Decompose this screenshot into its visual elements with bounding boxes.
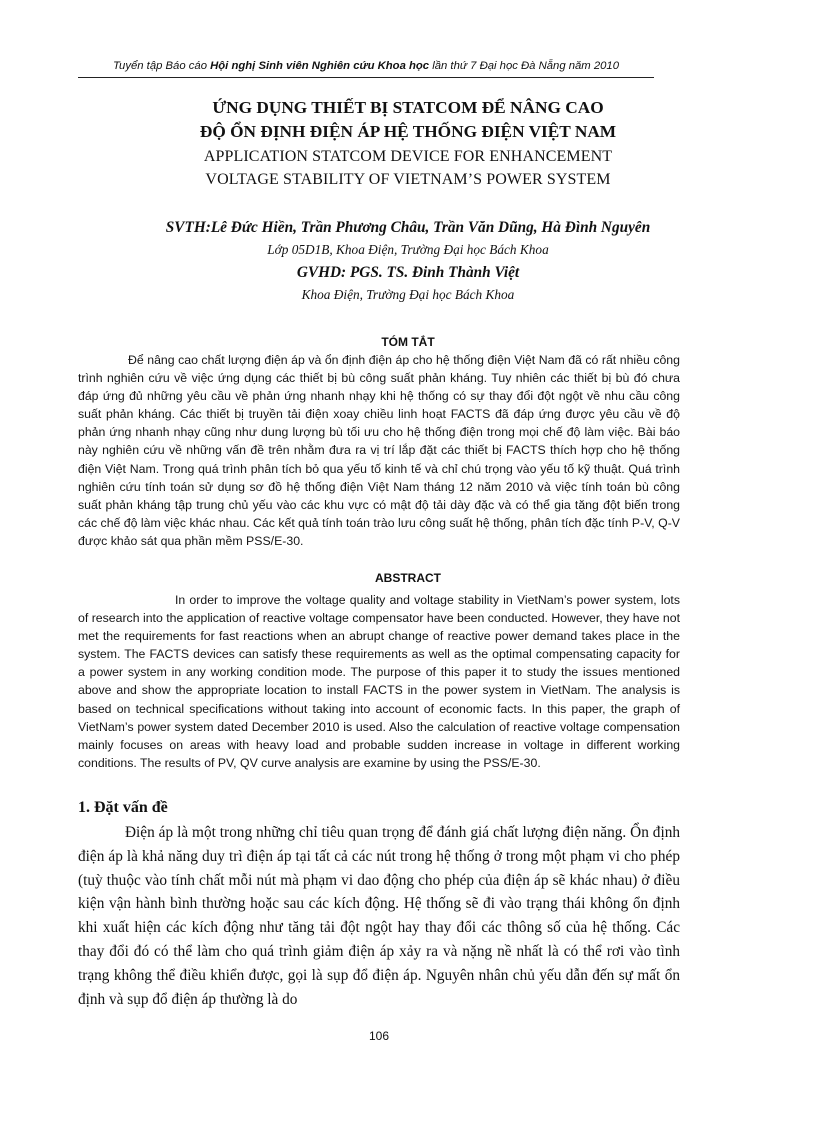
student-authors: SVTH:Lê Đức Hiền, Trần Phương Châu, Trần Văn Dũng, Hà Đình Nguyên bbox=[165, 219, 651, 236]
summary-label: TÓM TẮT bbox=[381, 335, 435, 349]
abstract-label: ABSTRACT bbox=[375, 571, 441, 585]
abstract-text: In order to improve the voltage quality and voltage stability in VietNam’s power system, lots of research into the application of reactive voltage compensator have been conducted. However, they have not met the requirements for fast reactions when an abrupt change of reactive power demand takes place in the system. The FACTS devices can satisfy these requirements as well as the optimal compensating capacity for a power system in any working condition mode. The purpose of this paper it to study the issues mentioned above and show the appropriate location to install FACTS in the power system in VietNam. The analysis is based on technical specifications without taking into account of economic facts. In this paper, the graph of VietNam’s power system dated December 2010 is used. Also the calculation of reactive voltage compensation mainly focuses on areas with heavy load and probable sudden increase in voltage in different working conditions. The results of PV, QV curve analysis are examine by using the PSS/E-30. bbox=[78, 593, 680, 770]
title-vn-line2: ĐỘ ỔN ĐỊNH ĐIỆN ÁP HỆ THỐNG ĐIỆN VIỆT NAM bbox=[199, 122, 617, 141]
running-header bbox=[78, 60, 654, 72]
header-conference: Hội nghị Sinh viên Nghiên cứu Khoa học bbox=[210, 60, 430, 72]
section-heading: 1. Đặt vấn đề bbox=[78, 799, 168, 816]
title-en-line1: APPLICATION STATCOM DEVICE FOR ENHANCEMENT bbox=[203, 148, 613, 165]
supervisor: GVHD: PGS. TS. Đinh Thành Việt bbox=[296, 264, 520, 281]
title-en-line2: VOLTAGE STABILITY OF VIETNAM’S POWER SYSTEM bbox=[205, 171, 611, 188]
page-number: 106 bbox=[368, 1029, 390, 1043]
summary-text: Để nâng cao chất lượng điện áp và ổn định điện áp cho hệ thống điện Việt Nam đã có rất nhiều công trình nghiên cứu về việc ứng dụng các thiết bị bù công suất phản kháng. Tuy nhiên các thiết bị bù đó chưa đáp ứng đủ những yêu cầu về phản ứng nhanh nhạy khi hệ thống có sự thay đổi đột ngột về nhu cầu công suất phản kháng. Các thiết bị truyền tải điện xoay chiều linh hoạt FACTS đã đáp ứng được yêu cầu về độ phản ứng nhanh nhạy cũng như dung lượng bù tối ưu cho hệ thống điện trong mọi chế độ làm việc. Bài báo này nghiên cứu về những vấn đề trên nhằm đưa ra vị trí lắp đặt các thiết bị FACTS thích hợp cho hệ thống điện Việt Nam. Trong quá trình phân tích bỏ qua yếu tố kinh tế và chỉ chú trọng vào yếu tố kỹ thuật. Quá trình nghiên cứu tính toán sử dụng sơ đồ hệ thống điện Việt Nam tháng 12 năm 2010 và việc tính toán bù công suất phản kháng tập trung chủ yếu vào các khu vực có mật độ tải dày đặc và có thể gia tăng đột biến trong các chế độ làm việc khác nhau. Các kết quả tính toán trào lưu công suất hệ thống, phân tích đặc tính P-V, Q-V được khảo sát qua phần mềm PSS/E-30. bbox=[78, 353, 680, 548]
supervisor-affiliation: Khoa Điện, Trường Đại học Bách Khoa bbox=[301, 287, 515, 302]
header-rule bbox=[78, 77, 654, 78]
header-suffix: lần thứ 7 Đại học Đà Nẵng năm 2010 bbox=[429, 60, 619, 72]
section-body: Điện áp là một trong những chỉ tiêu quan trọng để đánh giá chất lượng điện năng. Ổn định điện áp là khả năng duy trì điện áp tại tất cả các nút trong hệ thống ở trong một phạm vi cho phép (tuỳ thuộc vào tính chất mỗi nút mà phạm vi dao động cho phép của điện áp sẽ khác nhau) ở điều kiện vận hành bình thường hoặc sau các kích động. Hệ thống sẽ đi vào trạng thái không ổn định khi xuất hiện các kích động như tăng tải đột ngột hay thay đổi các thông số của hệ thống. Các thay đổi đó có thể làm cho quá trình giảm điện áp xảy ra và nặng nề nhất là có thể rơi vào tình trạng không thể điều khiển được, gọi là sụp đổ điện áp. Nguyên nhân chủ yếu dẫn đến sự mất ổn định và sụp đổ điện áp thường là do bbox=[78, 824, 680, 1008]
student-affiliation: Lớp 05D1B, Khoa Điện, Trường Đại học Bách Khoa bbox=[267, 242, 549, 257]
header-prefix: Tuyển tập Báo cáo bbox=[112, 60, 211, 72]
title-vn-line1: ỨNG DỤNG THIẾT BỊ STATCOM ĐỂ NÂNG CAO bbox=[212, 98, 604, 117]
